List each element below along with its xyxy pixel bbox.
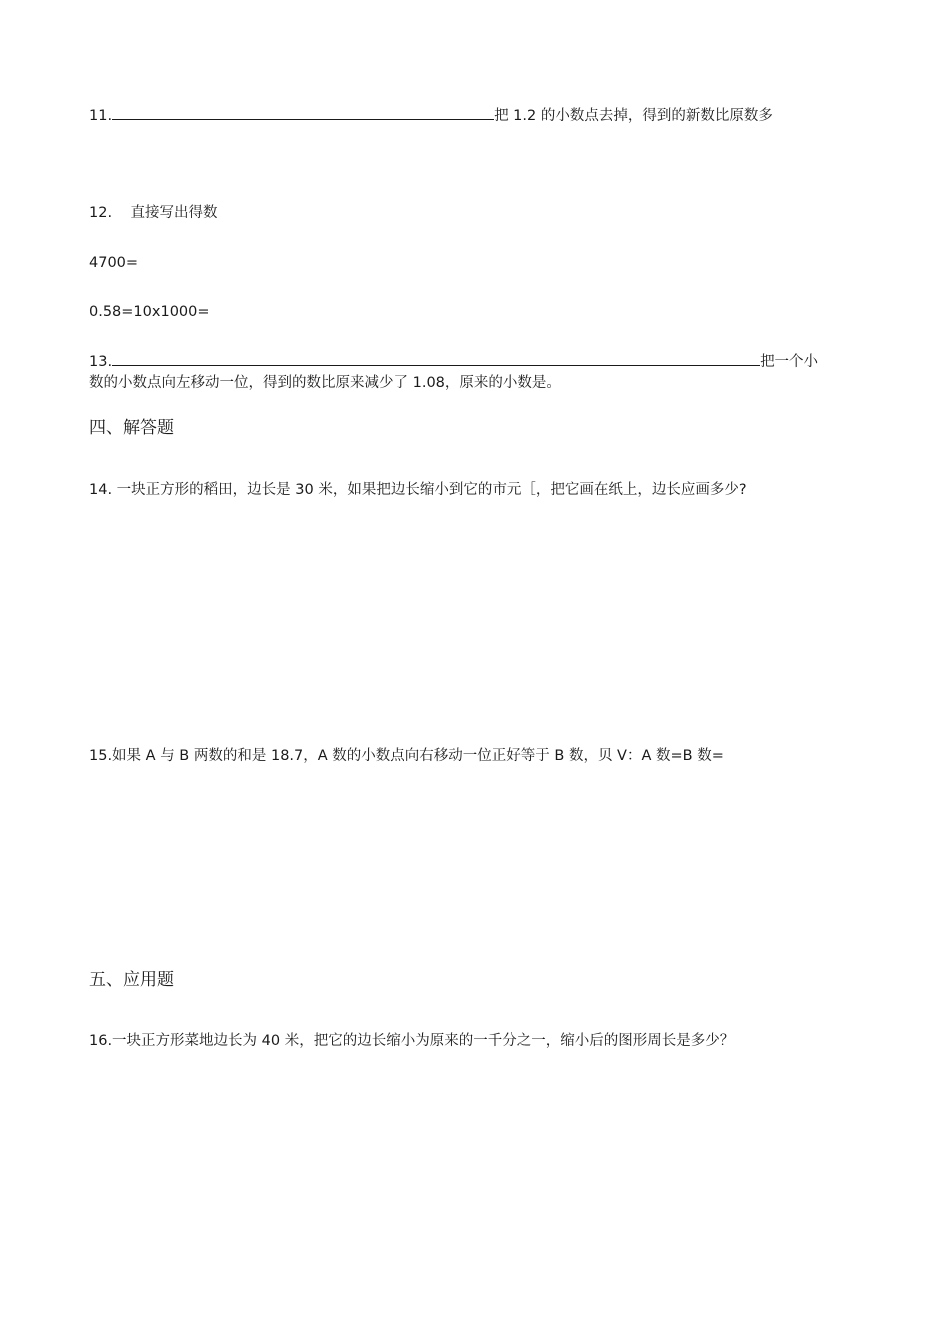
section-4-heading: 四、解答题 [89,418,174,438]
question-12-title: 12. 直接写出得数 [89,205,218,221]
question-16: 16.一块正方形菜地边长为 40 米，把它的边长缩小为原来的一千分之一，缩小后的图形周长是多少？ [89,1033,735,1049]
question-13-text-rest: 数的小数点向左移动一位，得到的数比原来减少了 1.08，原来的小数是。 [89,375,561,391]
question-15: 15.如果 A 与 B 两数的和是 18.7，A 数的小数点向右移动一位正好等于 B 数，贝 V：A 数=B 数= [89,748,724,764]
question-13-text-start: 把一个小 [760,354,819,370]
question-11-number: 11. [89,108,113,124]
question-12-line-1: 4700= [89,255,139,271]
question-11-text: 把 1.2 的小数点去掉，得到的新数比原数多 [494,108,773,124]
question-13-number: 13. [89,354,113,370]
section-5-heading: 五、应用题 [89,970,174,990]
question-11 [89,104,773,127]
question-12-line-2: 0.58=10x1000= [89,304,210,320]
question-14: 14. 一块正方形的稻田，边长是 30 米，如果把边长缩小到它的市元［，把它画在纸上，边长应画多少? [89,482,747,498]
question-13 [89,350,818,373]
answer-blank-13[interactable] [112,350,760,366]
answer-blank-11[interactable] [112,104,494,120]
